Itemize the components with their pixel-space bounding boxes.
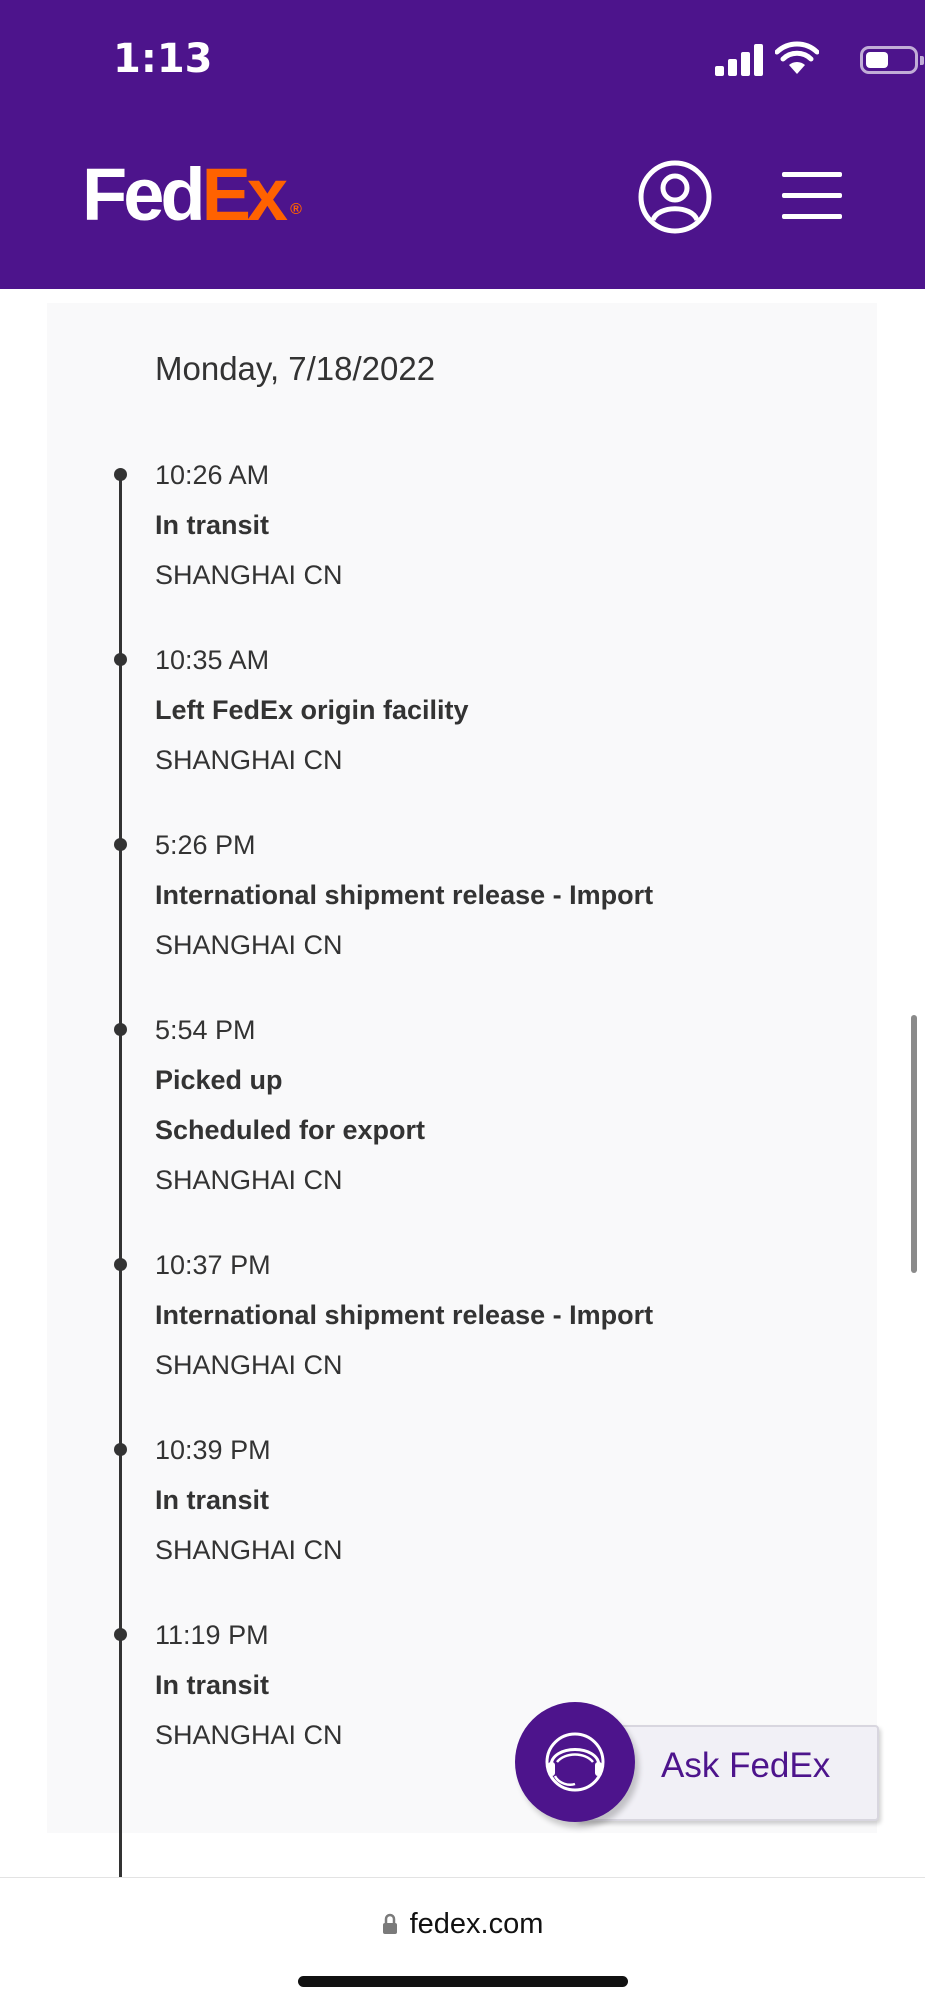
event-time: 11:19 PM	[155, 1620, 269, 1650]
date-heading: Monday, 7/18/2022	[155, 350, 436, 387]
event-time: 10:39 PM	[155, 1435, 271, 1465]
tracking-event	[155, 820, 653, 970]
fedex-logo[interactable]	[82, 153, 302, 236]
logo-registered-mark: ®	[290, 201, 302, 218]
home-indicator[interactable]	[298, 1976, 628, 1987]
event-location: SHANGHAI CN	[155, 1720, 343, 1750]
wifi-icon	[775, 40, 819, 76]
event-status: In transit	[155, 1485, 270, 1515]
event-location: SHANGHAI CN	[155, 560, 343, 590]
ask-fedex-label: Ask FedEx	[661, 1746, 831, 1785]
event-status: In transit	[155, 1670, 270, 1700]
header-bar	[0, 0, 925, 289]
event-status: Picked up	[155, 1065, 283, 1095]
timeline-dot	[114, 838, 127, 851]
event-location: SHANGHAI CN	[155, 1535, 343, 1565]
event-status: International shipment release - Import	[155, 880, 654, 910]
headset-agent-icon	[535, 1722, 615, 1802]
ask-fedex-avatar	[515, 1702, 635, 1822]
event-location: SHANGHAI CN	[155, 1350, 343, 1380]
hamburger-menu-icon[interactable]	[782, 172, 842, 220]
tracking-event	[155, 450, 343, 600]
event-location: SHANGHAI CN	[155, 745, 343, 775]
event-time: 5:26 PM	[155, 830, 256, 860]
tracking-event	[155, 1610, 343, 1760]
timeline-dot	[114, 1628, 127, 1641]
tracking-event	[155, 1425, 343, 1575]
tracking-event	[155, 635, 469, 785]
event-time: 10:35 AM	[155, 645, 270, 675]
event-status: Scheduled for export	[155, 1115, 426, 1145]
lock-icon	[382, 1913, 398, 1935]
battery-icon	[860, 46, 918, 74]
ask-fedex-button[interactable]	[515, 1702, 879, 1822]
cellular-signal-icon	[715, 44, 763, 76]
timeline-dot	[114, 653, 127, 666]
event-status: International shipment release - Import	[155, 1300, 654, 1330]
event-time: 10:26 AM	[155, 460, 270, 490]
logo-ex: Ex	[201, 153, 285, 236]
timeline-dot	[114, 468, 127, 481]
tracking-event	[155, 1005, 425, 1205]
status-time: 1:13	[113, 36, 213, 82]
event-time: 5:54 PM	[155, 1015, 256, 1045]
browser-address-bar[interactable]	[0, 1877, 925, 2001]
timeline-dot	[114, 1443, 127, 1456]
page-scrollbar[interactable]	[911, 1015, 917, 1273]
event-location: SHANGHAI CN	[155, 1165, 343, 1195]
event-time: 10:37 PM	[155, 1250, 271, 1280]
event-status: In transit	[155, 510, 270, 540]
tracking-event	[155, 1240, 653, 1390]
url-text: fedex.com	[409, 1908, 544, 1940]
url-display[interactable]	[0, 1908, 925, 1941]
logo-fed: Fed	[82, 153, 202, 236]
event-status: Left FedEx origin facility	[155, 695, 469, 725]
event-location: SHANGHAI CN	[155, 930, 343, 960]
timeline-line	[119, 470, 122, 1880]
timeline-dot	[114, 1258, 127, 1271]
account-icon[interactable]	[638, 160, 712, 234]
timeline-dot	[114, 1023, 127, 1036]
